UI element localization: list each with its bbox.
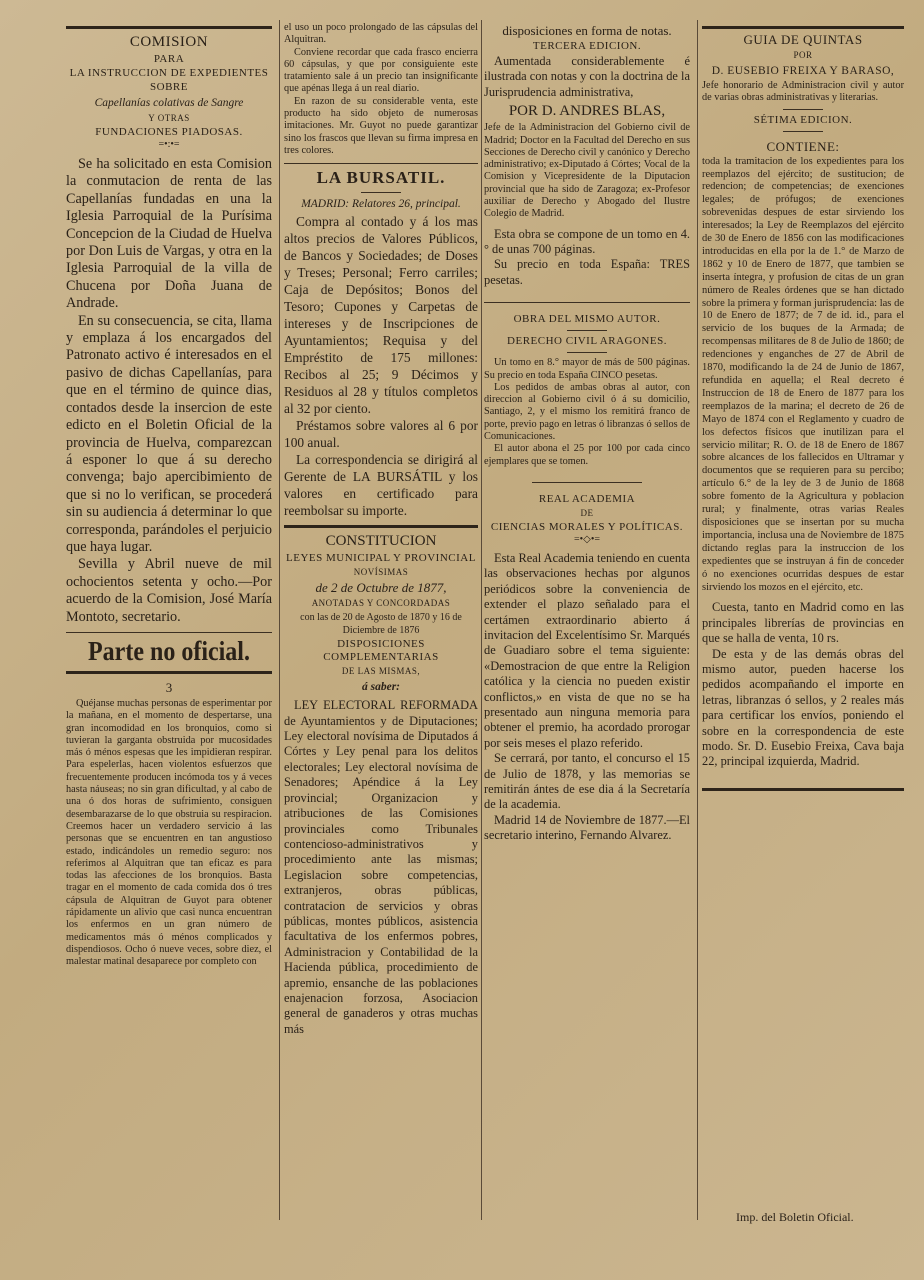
ciencias-title: CIENCIAS MORALES Y POLÍTICAS. xyxy=(490,520,684,533)
alquitran-paragraph: En razon de su considerable venta, este producto ha sido objeto de numerosas imitaciones. Mr. Guyot no puede garantizar sino los frascos que llevan su firma impresa en tres colores. xyxy=(284,95,478,156)
constitucion-paragraph: LEY ELECTORAL REFORMADA de Ayuntamientos y de Diputaciones; Ley electoral novísima de Diputados á Córtes y Ley penal para los delitos electorales; Ley electoral novísima de Senadores; Apéndice á la Ley provincial; Organizacion y atribuciones de las Comisiones provinciales como Tribunales contencioso-administrativos y procedimiento ante las mismas; Legislacion sobre competencias, extranjeros, obras públicas, contratacion de servicios y obras públicas, montes públicos, asistencia facultativa de los enfermos pobres, Administracion y Contabilidad de la Hacienda pública, procedimiento de apremio, ensanche de las poblaciones enajenacion forzosa, Asociacion general de ganaderos y otras muchas más xyxy=(284,698,478,1036)
dash-rule xyxy=(783,131,823,132)
dash-rule xyxy=(567,352,607,353)
instruccion-label: LA INSTRUCCION DE EXPEDIENTES xyxy=(69,67,269,79)
precio-paragraph: Su precio en toda España: TRES pesetas. xyxy=(484,257,690,287)
author-credentials: Jefe de la Administracion del Gobierno civil de Madrid; Doctor en la Facultad del Derecho en sus Secciones de Derecho civil y canónico y Derecho administrativo; ex-Diputado á Córtes; Vocal de la Comision y Vicepresidente de la Diputacion provincial que ha sido de Zaragoza; ex-Profesor auxiliar de Derecho y Abogado del Ilustre Colegio de Madrid. xyxy=(484,122,690,220)
fecha-label: de 2 de Octubre de 1877, xyxy=(315,580,447,596)
parte-no-oficial-heading: Parte no oficial. xyxy=(88,637,250,667)
divider xyxy=(702,26,904,29)
alquitran-paragraph: Quéjanse muchas personas de esperimentar por la mañana, en el momento de despertarse, una gran incomodidad en los bronquios, como si tuvieran la garganta obstruida por mucosidades más ó ménos espesas que les impidieran respirar. Para espelerlas, hacen violentos esfuerzos que frecuentemente producen incómoda tos y á veces hasta náuseas; no sin gran dificultad, y al cabo de una ó dos horas de sufrimiento, consiguen desembarazarse de lo que obstruia su respiracion. Creemos hacer un verdadero servicio á las personas que se encuentren en tan angustioso estado, indicándoles un remedio seguro: nos referimos al Alquitran que tan eficaz es para todas las afecciones de los bronquios. Basta tragar en el momento de cada comida dos ó tres cápsula de Alquitran de Guyot para obtener rápidamente un alivio que casi nunca encuentran los enfermos en un gran número de medicamentos más ó ménos complicados y dispendiosos. Ocho ó nueve veces, sobre diez, el malestar matinal desaparece por completo con xyxy=(66,697,272,968)
edicto-paragraph: En su consecuencia, se cita, llama y emplaza á los encargados del Patronato activo é interesados en el pasivo de dichas Capellanías, para que en el término de quince dias, contados desde la insercion de este edicto en el Boletin Oficial de la provincia de Huelva, comparezcan á esponer lo que á su derecho convenga; bajo apercibimiento de que si no lo verifican, se procederá sin su audiencia á determinar lo que corresponda, parándoles el perjuicio que haya lugar. xyxy=(66,312,272,555)
divider xyxy=(284,163,478,164)
derecho-paragraph: Un tomo en 8.° mayor de más de 500 páginas. Su precio en toda España CINCO pesetas. xyxy=(484,357,690,381)
guia-title: GUIA DE QUINTAS xyxy=(743,32,863,47)
academia-paragraph: Se cerrará, por tanto, el concurso el 15 de Julio de 1878, y las memorias se remitirán ántes de ese dia á la Secretaría de la academia. xyxy=(484,751,690,812)
leyes-label: LEYES MUNICIPAL Y PROVINCIAL xyxy=(286,552,476,565)
anotadas-label: ANOTADAS Y CONCORDADAS xyxy=(311,598,451,609)
derecho-paragraph: El autor abona el 25 por 100 por cada cinco ejemplares que se tomen. xyxy=(484,443,690,467)
column-3 xyxy=(484,22,690,1240)
academia-paragraph: Esta Real Academia teniendo en cuenta las observaciones hechas por algunos periódicos sobre la conveniencia de extender el plazo señalado para el certámen extraordinario abierto á invitacion del Excelentísimo Sr. Marqués de Guadiaro sobre el tema siguiente: «Demostracion de que entre la Religion católica y la ciencia no pueden existir conflictos,» en vista de que no se ha presentado aun ninguna memoria para obtener el premio, ha acordado prorogar por seis meses el plazo referido. xyxy=(484,550,690,750)
bursatil-paragraph: Compra al contado y á los mas altos precios de Valores Públicos, de Bancos y Sociedades; de Doses y Treses; Personal; Ferro carriles; Caja de Depósitos; Bonos del Tesoro; Cupones y Carpetas de intereses y de Inscripciones de Ayuntamientos; Requisa y del Empréstito de 175 millones: Recibos al 25; 9 Décimos y Residuos al 28 y títulos completos al 32 por ciento. xyxy=(284,214,478,417)
divider xyxy=(66,671,272,674)
precio-paragraph: Cuesta, tanto en Madrid como en las principales librerías de provincias en que se halla de venta, 10 rs. xyxy=(702,600,904,646)
obra-mismo-autor: OBRA DEL MISMO AUTOR. xyxy=(513,313,661,326)
y-otras-label: Y OTRAS xyxy=(148,113,190,123)
fundaciones-label: FUNDACIONES PIADOSAS. xyxy=(95,126,243,138)
bursatil-title: LA BURSATIL. xyxy=(316,168,446,188)
alquitran-continued: el uso un poco prolongado de las cápsulas del Alquitran. xyxy=(284,22,478,46)
column-2 xyxy=(284,22,478,1240)
con-las-label: con las de 20 de Agosto de 1870 y 16 de Diciembre de 1876 xyxy=(300,612,462,637)
column-rule xyxy=(279,20,280,1220)
sobre-label: SOBRE xyxy=(150,81,188,93)
derecho-civil-title: DERECHO CIVIL ARAGONES. xyxy=(507,335,667,348)
edicto-signature: Sevilla y Abril nueve de mil ochocientos setenta y ocho.—Por acuerdo de la Comision, José María Montoto, secretario. xyxy=(66,556,272,625)
dash-rule xyxy=(783,109,823,110)
de-las-mismas-label: DE LAS MISMAS, xyxy=(341,666,421,677)
edicto-paragraph: Se ha solicitado en esta Comision la conmutacion de renta de las Capellanías fundadas en una la Iglesia Parroquial de la Purísima Concepcion de la Ciudad de Huelva por Don Luis de Vargas, y otra en la Iglesia Parroquial de la villa de Chucena por Doña Juana de Andrade. xyxy=(66,156,272,312)
por-label: POR xyxy=(793,50,813,60)
tercera-edicion: TERCERA EDICION. xyxy=(532,40,642,52)
novisimas-label: NOVÍSIMAS xyxy=(353,567,409,578)
comision-title: COMISION xyxy=(129,34,209,50)
disposiciones-label: DISPOSICIONES COMPLEMENTARIAS xyxy=(323,638,439,664)
obra-paragraph: Esta obra se compone de un tomo en 4.° de unas 700 páginas. xyxy=(484,226,690,256)
septima-edicion: SÉTIMA EDICION. xyxy=(753,113,853,126)
divider xyxy=(66,632,272,633)
bursatil-paragraph: La correspondencia se dirigirá al Gerente de LA BURSÁTIL y los valores en certificado para reembolsar su importe. xyxy=(284,452,478,519)
divider xyxy=(702,788,904,791)
contiene-label: CONTIENE: xyxy=(766,138,840,154)
ornament: =•:•= xyxy=(158,139,180,150)
author-credentials: Jefe honorario de Administracion civil y autor de varias obras administrativas y literarias. xyxy=(702,80,904,104)
de-label: DE xyxy=(580,507,594,518)
a-saber-label: á saber: xyxy=(361,681,400,694)
derecho-paragraph: Los pedidos de ambas obras al autor, con direccion al Gobierno civil ó á su domicilio, Santiago, 2, y el mismo los remitirá franco de porte, previo pago en letras ó libranzas ó sellos de Comunicaciones. xyxy=(484,381,690,442)
column-rule xyxy=(481,20,482,1220)
alquitran-paragraph: Conviene recordar que cada frasco encierra 60 cápsulas, y que por consiguiente este tratamiento sale á un precio tan insignificante que apénas llega á un real diario. xyxy=(284,46,478,95)
divider xyxy=(484,302,690,303)
column-rule xyxy=(697,20,698,1220)
constitucion-title: CONSTITUCION xyxy=(325,533,437,550)
divider xyxy=(66,26,272,29)
author-name: D. EUSEBIO FREIXA Y BARASO, xyxy=(711,65,895,77)
contiene-paragraph: toda la tramitacion de los expedientes para los reemplazos del ejército; de sustitucion; de redencion; de competencias; de exenciones legales; de prófugos; de exenciones sobrevenidas despues de estar sirviendo los interesados; la Ley de Reemplazos del ejército de 30 de Enero de 1856 con las modificaciones introducidas en ella por la de 1.° de Marzo de 1862 y 10 de Enero de 1877, que tambien se inserta íntegra, y profusion de citas de un gran número de Reales órdenes que se han dictado sobre la primera y forman jurisprudencia: las de 10 de Enero de 1877; de 7 de id. id., para el servicio de los buques de la Armada; de recompensas militares de 8 de Julio de 1860; de redenciones y enganches de 27 de Abril de 1870, modificando la de 24 de Junio de 1867, refundida en aquella; el Real decreto é Instruccion de 18 de Enero de 1877 para los reemplazos de la marina; el decreto de 26 de Mayo de 1874 con el Reglamento y cuadro de los defectos físicos que inutilizan para el servicio militar; R. O. de 18 de Enero de 1867 sobre alcances de los fallecidos en Ultramar y documentos que se requieren para su percibo; artículo 6.° de la ley de 3 de Junio de 1868 sobre fomento de la Agricultura y poblacion rural; y finalmente, otras varias Reales disposiciones que se insertan por su mucha importancia, inclusa una de Noviembre de 1875 dictando reglas para la instruccion de los expedientes que se instruyan á fin de conceder ó no exenciones ocurridas despues de estar sirviendo los mozos en el ejército, etc. xyxy=(702,155,904,593)
imprenta-footer: Imp. del Boletin Oficial. xyxy=(736,1210,854,1224)
dash-rule xyxy=(532,482,642,483)
ornament: =•◇•= xyxy=(574,533,600,545)
academia-signature: Madrid 14 de Noviembre de 1877.—El secretario interino, Fernando Alvarez. xyxy=(484,812,690,843)
real-academia-title: REAL ACADEMIA xyxy=(538,492,636,505)
pedidos-paragraph: De esta y de las demás obras del mismo autor, pueden hacerse los pedidos acompañando el importe en letras, libranzas ó sellos, y 2 reales más para certificar los envíos, poniendo el sobre en la correspondencia de este modo. Sr. D. Eusebio Freixa, Cava baja 22, principal izquierda, Madrid. xyxy=(702,646,904,769)
dash-rule xyxy=(361,192,401,193)
column-4 xyxy=(702,22,904,1240)
obra-paragraph: Aumentada considerablemente é ilustrada con notas y con la doctrina de la Jurisprudencia administrativa, xyxy=(484,54,690,99)
bursatil-paragraph: Préstamos sobre valores al 6 por 100 anual. xyxy=(284,418,478,451)
para-label: PARA xyxy=(153,53,185,65)
author-line: POR D. ANDRES BLAS, xyxy=(508,103,666,120)
capellanias-label: Capellanías colativas de Sangre xyxy=(94,97,244,109)
bursatil-address: MADRID: Relatores 26, principal. xyxy=(301,198,461,211)
column-1 xyxy=(66,22,272,1240)
divider xyxy=(284,525,478,528)
dash-rule xyxy=(567,330,607,331)
notas-continued: disposiciones en forma de notas. xyxy=(502,23,672,38)
section-number: 3 xyxy=(165,679,173,695)
